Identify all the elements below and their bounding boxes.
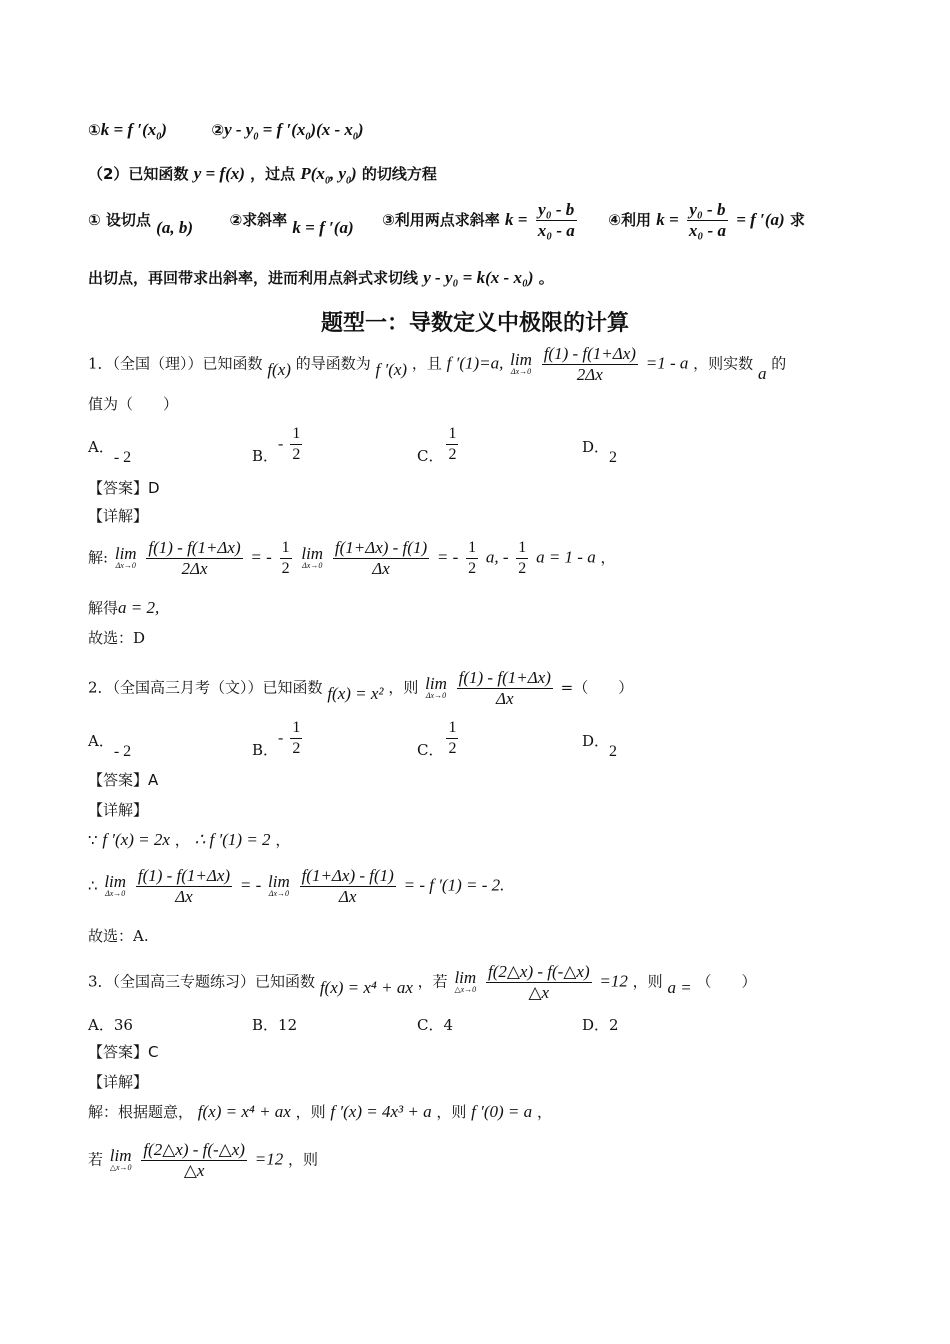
q1-solve [88,598,159,618]
step-2-math: k = f ′(a) [292,218,354,237]
q2-comma-2: ， [275,831,291,849]
q3-lim: lim △x→0 [454,968,477,994]
q3-func: f(x) = x⁴ + ax [319,977,413,997]
q1-sol-eq-1: = - [250,547,272,567]
q2-sol-frac-2: $\frac{f(1+\Delta x) - f(1)}{\Delta x}$ [301,866,394,906]
formula-line-1 [88,120,364,147]
q3-sol-deriv-0: f ′(0) = a [471,1102,533,1121]
q1-text: 1．（全国（理））已知函数 [88,354,263,373]
step-2: ②求斜率 [229,211,288,229]
part2-tail: 的切线方程 [361,165,437,183]
step-4-rhs: = f ′(a) [736,210,785,229]
q3-sol-then: ，则 [288,1150,319,1169]
q1-option-b[interactable]: B．- $\frac{1}{2}$ [252,425,301,465]
q3-detail-label: 【详解】 [88,1073,149,1091]
q3-if: 若 [88,1150,104,1169]
q1-answer: 【答案】D [88,479,160,497]
q1-lim: lim Δx→0 [510,350,532,376]
step-4-fraction: $\frac{\text{y₀ - b}}{\text{x₀ - a}}$ [688,200,726,240]
steps-line-2 [88,268,554,288]
q2-stem [88,668,633,709]
part2-function: y = f(x) [193,164,245,183]
q2-func: f(x) = x² [327,683,384,703]
q3-rhs: =12 [599,971,628,991]
q1-sol-lim-2: lim Δx→0 [301,544,324,570]
q2-deriv: f ′(x) = 2x [102,830,170,849]
q2-sol-end: = - f ′(1) = - 2. [403,875,505,895]
step-4-tail: 求 [789,211,805,229]
q3-option-d[interactable]: D．2 [582,1016,619,1034]
q1-text-4: ，则实数 [693,354,754,373]
step-3-fraction: $\frac{\text{y₀ - b}}{\text{x₀ - a}}$ [537,200,575,240]
q3-sol-lead: 解：根据题意， [88,1103,194,1121]
q3-sol-rhs: =12 [254,1149,284,1169]
slope-formula: k = f $'(x_0)$ [100,120,167,143]
q1-solve-math: a = 2, [118,598,160,617]
q2-sol-1 [88,830,290,850]
q2-sol-lim-2: lim Δx→0 [268,872,290,898]
part2-mid: ，过点 [250,165,296,183]
q2-lim: lim Δx→0 [425,674,447,700]
tangent-line-formula: y - y₀ = k(x - x₀) [423,268,534,287]
step-1: ① 设切点 [88,211,151,229]
q1-detail-label: 【详解】 [88,507,149,525]
q3-sol-then-1: ，则 [295,1103,326,1121]
q1-option-d[interactable]: D．2 [582,438,618,466]
q1-condition: f ′(1)=a, [446,353,504,373]
q1-option-a[interactable]: A．- 2 [88,438,132,466]
step-3-k: k = [505,210,528,229]
q2-option-c[interactable]: C． $\frac{1}{2}$ [417,719,457,759]
q2-choose: 故选：A. [88,927,149,945]
part2-lead: （2）已知函数 [88,165,189,183]
q2-fraction: $\frac{f(1) - f(1+\Delta x)}{\Delta x}$ [458,668,551,708]
q3-answer: 【答案】C [88,1043,159,1061]
q3-text-3: ，则 [632,972,663,991]
steps-line-2-text: 出切点，再回带求出斜率，进而利用点斜式求切线 [88,269,419,287]
q2-answer: 【答案】A [88,771,159,789]
q3-stem [88,962,757,1003]
q1-sol-half-3: $\frac{1}{2}$ [518,539,527,577]
q1-func: f(x) [267,359,291,379]
q1-sol-lim-1: lim Δx→0 [114,544,137,570]
q3-sol-frac: $\frac{f(2\triangle x) - f(-\triangle x)}{\triangle x}$ [143,1140,245,1180]
q2-since: ∵ [88,831,98,849]
q1-solution [88,538,616,579]
q1-text-3: ，且 [411,354,442,373]
q3-fraction: $\frac{f(2\triangle x) - f(-\triangle x)}{\triangle x}$ [487,962,590,1002]
q3-sol-lim: lim △x→0 [109,1146,132,1172]
q1-rhs: =1 - a [645,353,689,373]
part2-point: $P(x_0$, $y_0$) [300,164,357,187]
q3-sol-2 [88,1140,318,1181]
point-slope-formula: $y - y_0 = f$ $'(x_0)(x - x_0)$ [224,120,364,143]
q1-sol-frac-1: $\frac{f(1) - f(1+\Delta x)}{2\Delta x}$ [148,538,241,578]
circle-1: ① [88,121,101,139]
q3-text-2: ，若 [417,972,448,991]
step-4: ④利用 [608,211,651,229]
q1-sol-eq-2: = - [436,547,459,567]
q1-solve-text: 解得 [88,599,119,617]
q1-text-2: 的导函数为 [295,354,371,373]
steps-line-2-end: 。 [538,269,554,287]
q1-text-5: 的 [771,354,787,373]
q2-deriv-at-1: ∴ f ′(1) = 2 [194,830,271,849]
q1-sol-tail: ， [600,548,616,567]
section-title: 题型一：导数定义中极限的计算 [320,311,629,336]
q2-option-a[interactable]: A．- 2 [88,732,132,760]
q1-fraction: $\frac{f(1) - f(1+\Delta x)}{2\Delta x}$ [543,344,636,384]
q3-sol-deriv: f ′(x) = 4x³ + a [330,1102,432,1121]
q3-option-a[interactable]: A．36 [88,1016,133,1034]
q2-rhs: =（ ） [560,678,634,697]
q2-sol-frac-1: $\frac{f(1) - f(1+\Delta x)}{\Delta x}$ [137,866,231,906]
q2-text: 2．（全国高三月考（文））已知函数 [88,678,323,697]
q1-option-c[interactable]: C． $\frac{1}{2}$ [417,425,457,465]
q3-sol-then-2: ，则 [436,1103,467,1121]
q2-option-d[interactable]: D．2 [582,732,618,760]
q1-stem-2: 值为（ ） [88,395,179,413]
q3-sol-func: f(x) = x⁴ + ax [197,1102,291,1121]
q1-sol-a2: a = 1 - a [536,547,596,567]
steps-line [88,200,805,241]
q3-sol-comma: ， [536,1103,552,1121]
q3-text-4: （ ） [696,972,757,991]
step-1-math: (a, b) [156,218,193,237]
step-4-k: k = [656,210,679,229]
q2-therefore: ∴ [88,876,98,895]
q3-sol-1 [88,1102,552,1122]
q2-sol-lim-1: lim Δx→0 [104,872,127,898]
q3-option-c[interactable]: C．4 [417,1016,454,1034]
step-3: ③利用两点求斜率 [382,211,500,229]
q1-sol-half-1: $\frac{1}{2}$ [281,539,290,577]
q1-sol-lead: 解: [88,548,109,567]
q3-var: a = [667,977,692,997]
q1-stem [88,344,786,385]
q2-text-2: ，则 [388,678,419,697]
q2-detail-label: 【详解】 [88,801,149,819]
q3-option-b[interactable]: B．12 [252,1016,298,1034]
q1-sol-frac-2: $\frac{f(1+\Delta x) - f(1)}{\Delta x}$ [334,538,428,578]
q2-sol-eq: = - [239,875,262,895]
q1-deriv: f ′(x) [375,359,408,379]
q2-comma-1: ， [174,831,190,849]
q1-sol-half-2: $\frac{1}{2}$ [468,539,477,577]
q2-option-b[interactable]: B．- $\frac{1}{2}$ [252,719,301,759]
q2-sol-2 [88,866,504,907]
q1-choose: 故选：D [88,629,146,647]
q1-sol-a1: a, - [485,547,509,567]
q1-var: a [757,363,767,383]
part2-heading [88,164,437,191]
q3-text: 3．（全国高三专题练习）已知函数 [88,972,316,991]
circle-2: ② [211,121,225,139]
